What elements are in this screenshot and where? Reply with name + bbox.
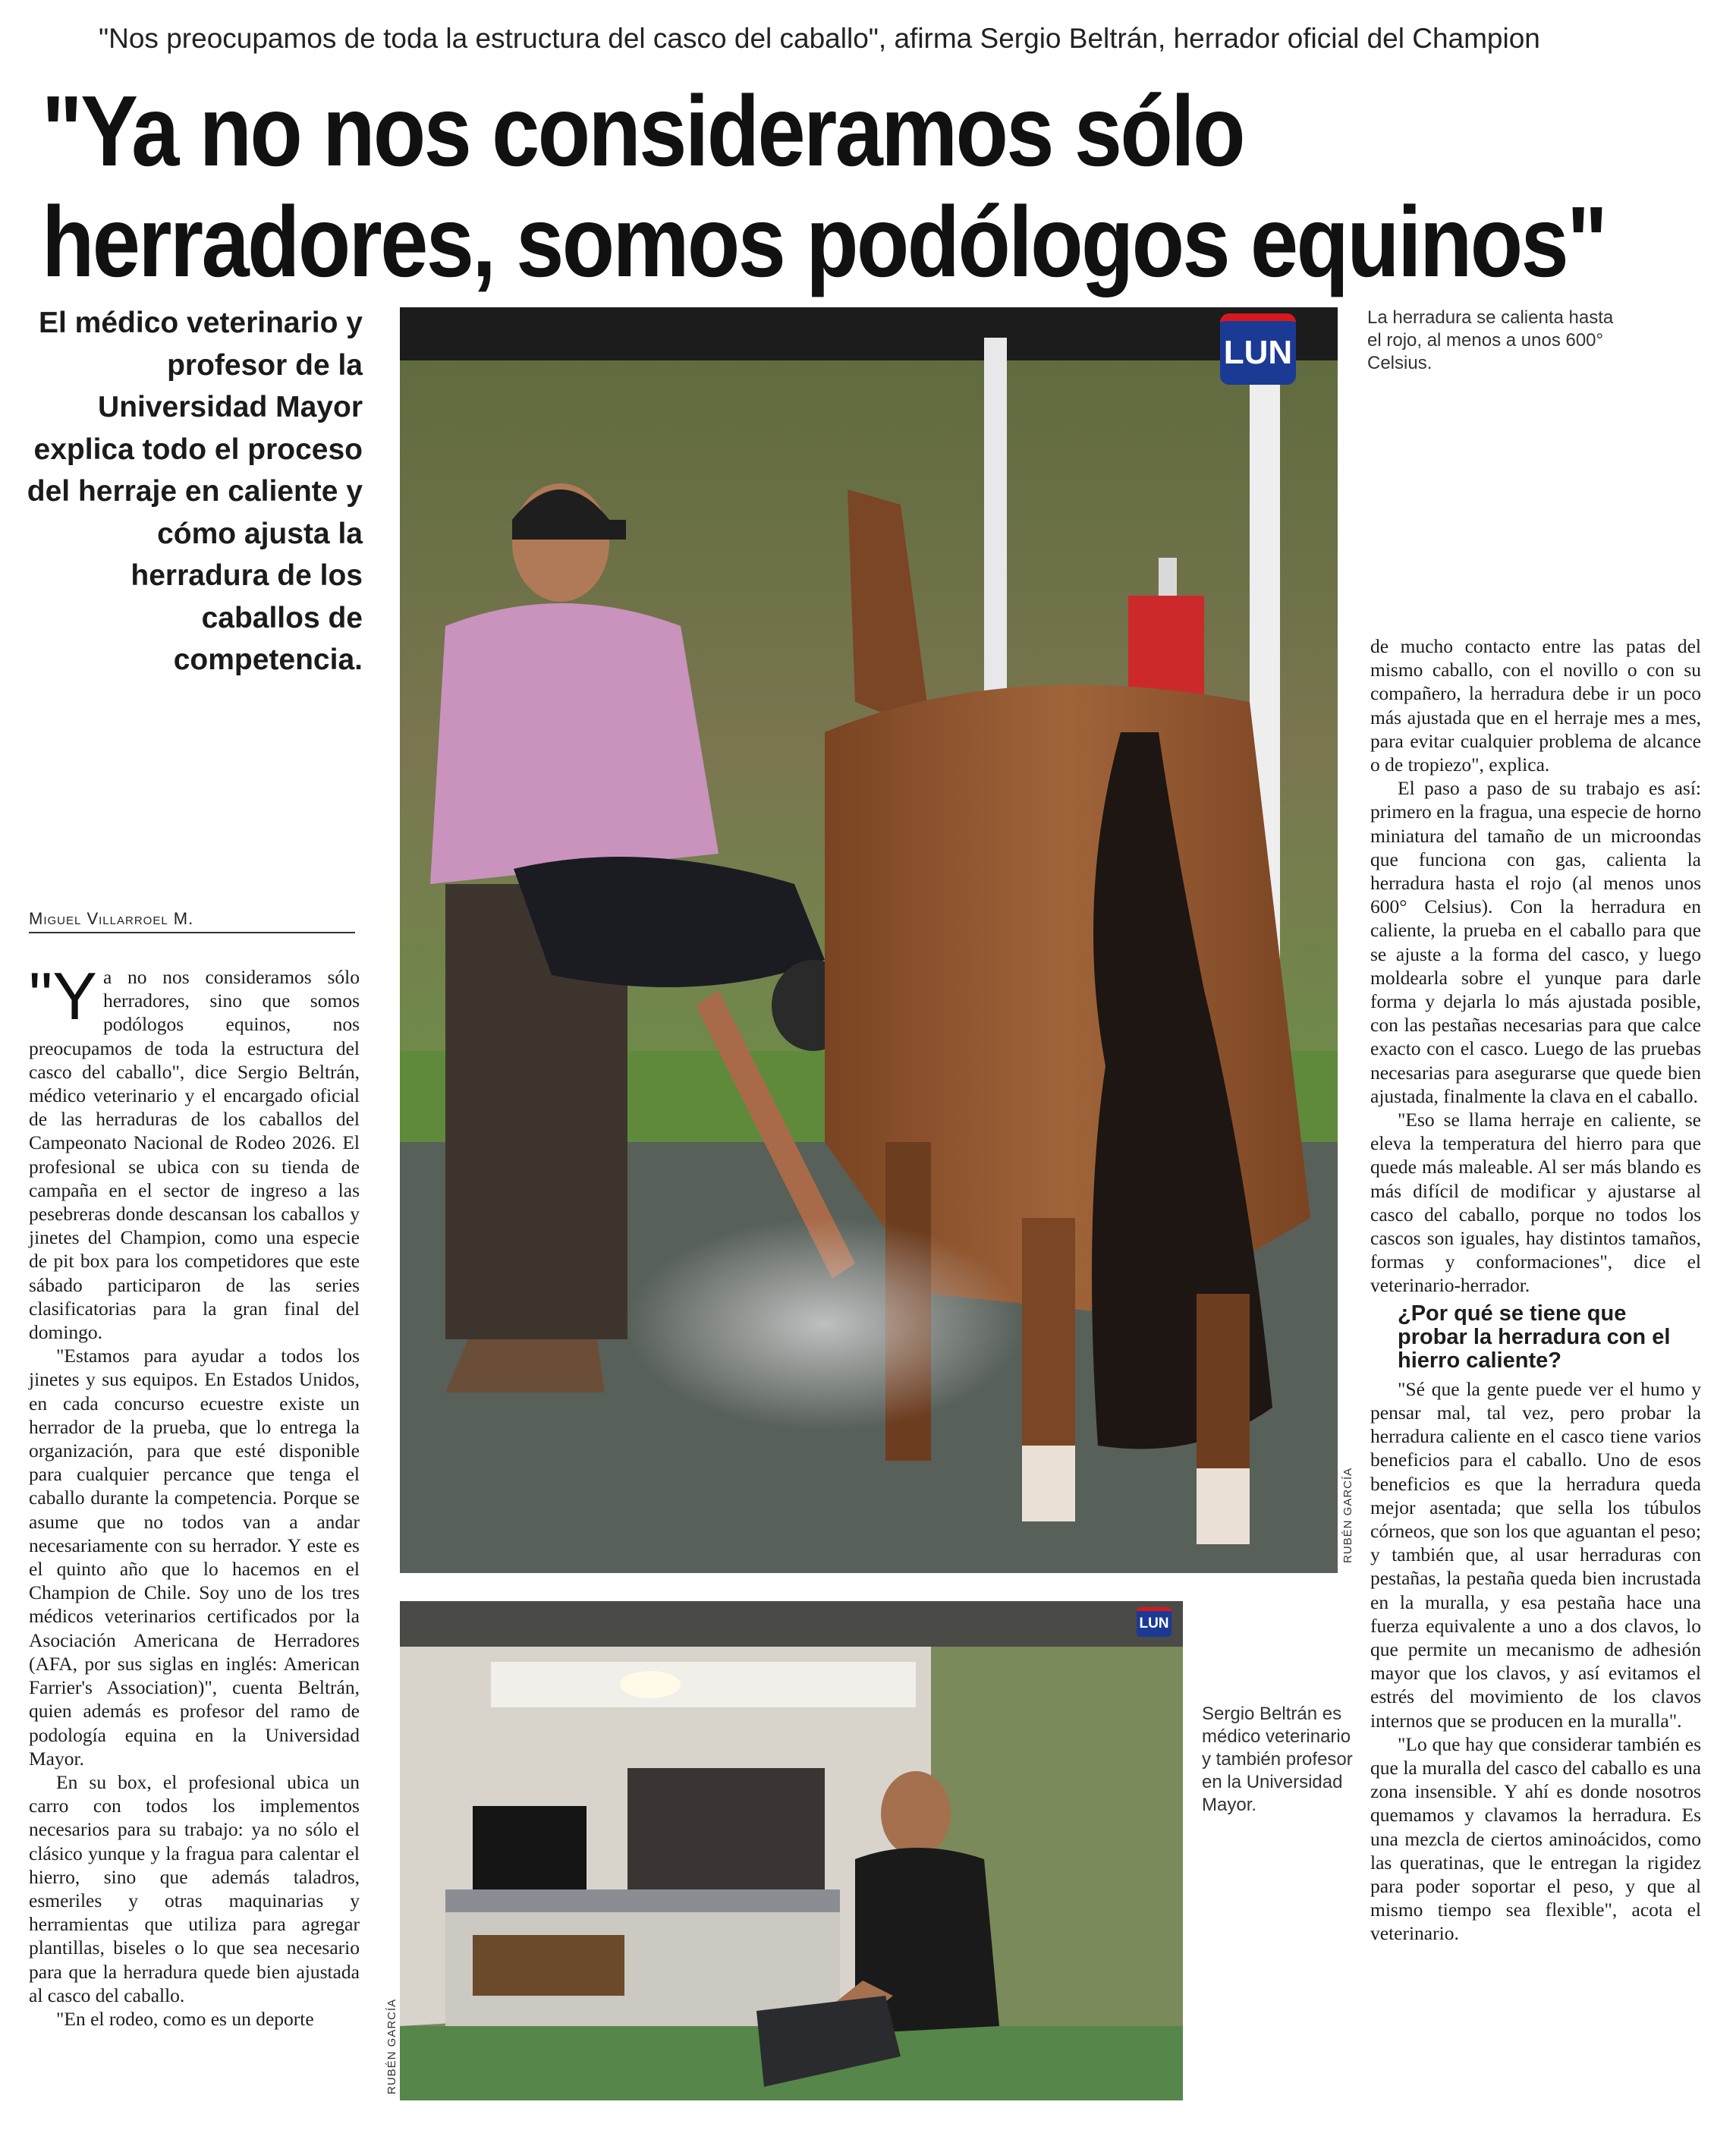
column3-paragraph-5: "Lo que hay que considerar también es que la muralla del casco del caballo es una zona insensible. Y ahí es donde nosotros quemamos y clavamos la herradura. Es una mezcla de ciertos aminoácidos, como las queratinas, que le entregan la rigidez para poder soportar el peso, y que al mismo tiempo sea flexible", acota el veterinario. bbox=[1370, 1732, 1701, 1945]
body-paragraph-1: "Ya no nos consideramos sólo herradores, sino que somos podólogos equinos, nos preocupamos de toda la estructura del casco del caballo", dice Sergio Beltrán, médico veterinario y el encargado oficial de las herraduras de los caballos del Campeonato Nacional de Rodeo 2026. El profesional se ubica con su tienda de campaña en el sector de ingreso a las pesebreras donde descansan los caballos y jinetes del Champion, como una especie de pit box para los competidores que este sábado participaron de las series clasificatorias para la gran final del domingo. bbox=[29, 958, 360, 1344]
photo-horse-shoeing bbox=[400, 307, 1338, 1573]
column3-paragraph-2: El paso a paso de su trabajo es así: primero en la fragua, una especie de horno miniatura del tamaño de un microondas que funciona con gas, calienta la herradura hasta el rojo (al menos unos 600° Celsius). Con la herradura en caliente, la prueba en el caballo para que se ajuste a la forma del casco, y luego moldearla sobre el yunque para darle forma y dejarla lo más ajustada posible, con las pestañas necesarias para que calce exacto con el casco. Luego de las pruebas necesarias para asegurarse que quede bien ajustada, finalmente la clava en el caballo. bbox=[1370, 777, 1701, 1107]
column3-paragraph-3: "Eso se llama herraje en caliente, se eleva la temperatura del hierro para que quede más maleable. Al ser más blando es más difícil de modificar y ajustarse al casco del caballo, porque no todos los cascos son iguales, hay distintos tamaños, formas y conformaciones", dice el veterinario-herrador. bbox=[1370, 1109, 1701, 1297]
headline bbox=[42, 75, 1606, 297]
body-paragraph-3: En su box, el profesional ubica un carro con todos los implementos necesarios para su trabajo: ya no sólo el clásico yunque y la fragua para calentar el hierro, sino que además taladros, esmeriles y otras maquinarias y herramientas que utiliza para agregar plantillas, biseles o lo que sea necesario para que la herradura quede bien ajustada al casco del caballo. bbox=[29, 1770, 360, 2006]
byline: Miguel Villarroel M. bbox=[29, 909, 355, 933]
lun-logo: LUN bbox=[1220, 313, 1296, 385]
drop-cap: "Y bbox=[29, 958, 97, 1034]
column3-paragraph-1: de mucho contacto entre las patas del mismo caballo, con el novillo o con su compañero, la herradura debe ir un poco más ajustada que en el herraje mes a mes, para evitar cualquier problema de alcance o de tropiezo", explica. bbox=[1370, 635, 1701, 776]
photo-credit-1: RUBÉN GARCÍA bbox=[1341, 1467, 1354, 1563]
body-column-3 bbox=[1370, 634, 1701, 1946]
photo-credit-2: RUBÉN GARCÍA bbox=[385, 1998, 398, 2094]
headline-line-1: "Ya no nos consideramos sólo bbox=[42, 75, 1244, 187]
body-paragraph-4: "En el rodeo, como es un deporte bbox=[56, 2007, 314, 2030]
photo-farrier-trailer bbox=[400, 1601, 1183, 2100]
subheading: ¿Por qué se tiene que probar la herradura con el hierro caliente? bbox=[1398, 1301, 1671, 1373]
column3-paragraph-4: "Sé que la gente puede ver el humo y pensar mal, tal vez, pero probar la herradura caliente en el casco tiene varios beneficios para el caballo. Uno de esos beneficios es que la herradura queda mejor asentada; que sella los túbulos córneos, que son los que aguantan el peso; y también que, al usar herraduras con pestañas, la pestaña queda bien incrustada en la muralla, y esa pestaña hace una fuerza equivalente a uno a dos clavos, lo que permite un mecanismo de adhesión mayor que los clavos, y así evitamos el estrés del movimiento de los clavos internos que se producen en la muralla". bbox=[1370, 1377, 1701, 1732]
caption-photo-1: La herradura se calienta hasta el rojo, al menos a unos 600° Celsius. bbox=[1367, 307, 1614, 373]
lun-logo-small: LUN bbox=[1137, 1607, 1171, 1637]
kicker: "Nos preocupamos de toda la estructura del casco del caballo", afirma Sergio Beltrán, herrador oficial del Champion bbox=[99, 23, 1540, 54]
headline-line-2: herradores, somos podólogos equinos" bbox=[42, 186, 1606, 297]
deck: El médico veterinario y profesor de la Universidad Mayor explica todo el proceso del herraje en caliente y cómo ajusta la herradura de los caballos de competencia. bbox=[27, 307, 363, 676]
body-column-1 bbox=[29, 958, 360, 2031]
body-paragraph-2: "Estamos para ayudar a todos los jinetes y sus equipos. En Estados Unidos, en cada concurso ecuestre existe un herrador de la prueba, que lo entrega la organización, para que esté disponible para cualquier percance que tenga el caballo durante la competencia. Porque se asume que no todos van a andar necesariamente con su herrador. Y este es el quinto año que lo hacemos en el Champion de Chile. Soy uno de los tres médicos veterinarios certificados por la Asociación Americana de Herradores (AFA, por sus siglas en inglés: American Farrier's Association)", cuenta Beltrán, quien además es profesor del ramo de podología equina en la Universidad Mayor. bbox=[29, 1345, 360, 1770]
caption-photo-2: Sergio Beltrán es médico veterinario y también profesor en la Universidad Mayor. bbox=[1202, 1704, 1353, 1815]
